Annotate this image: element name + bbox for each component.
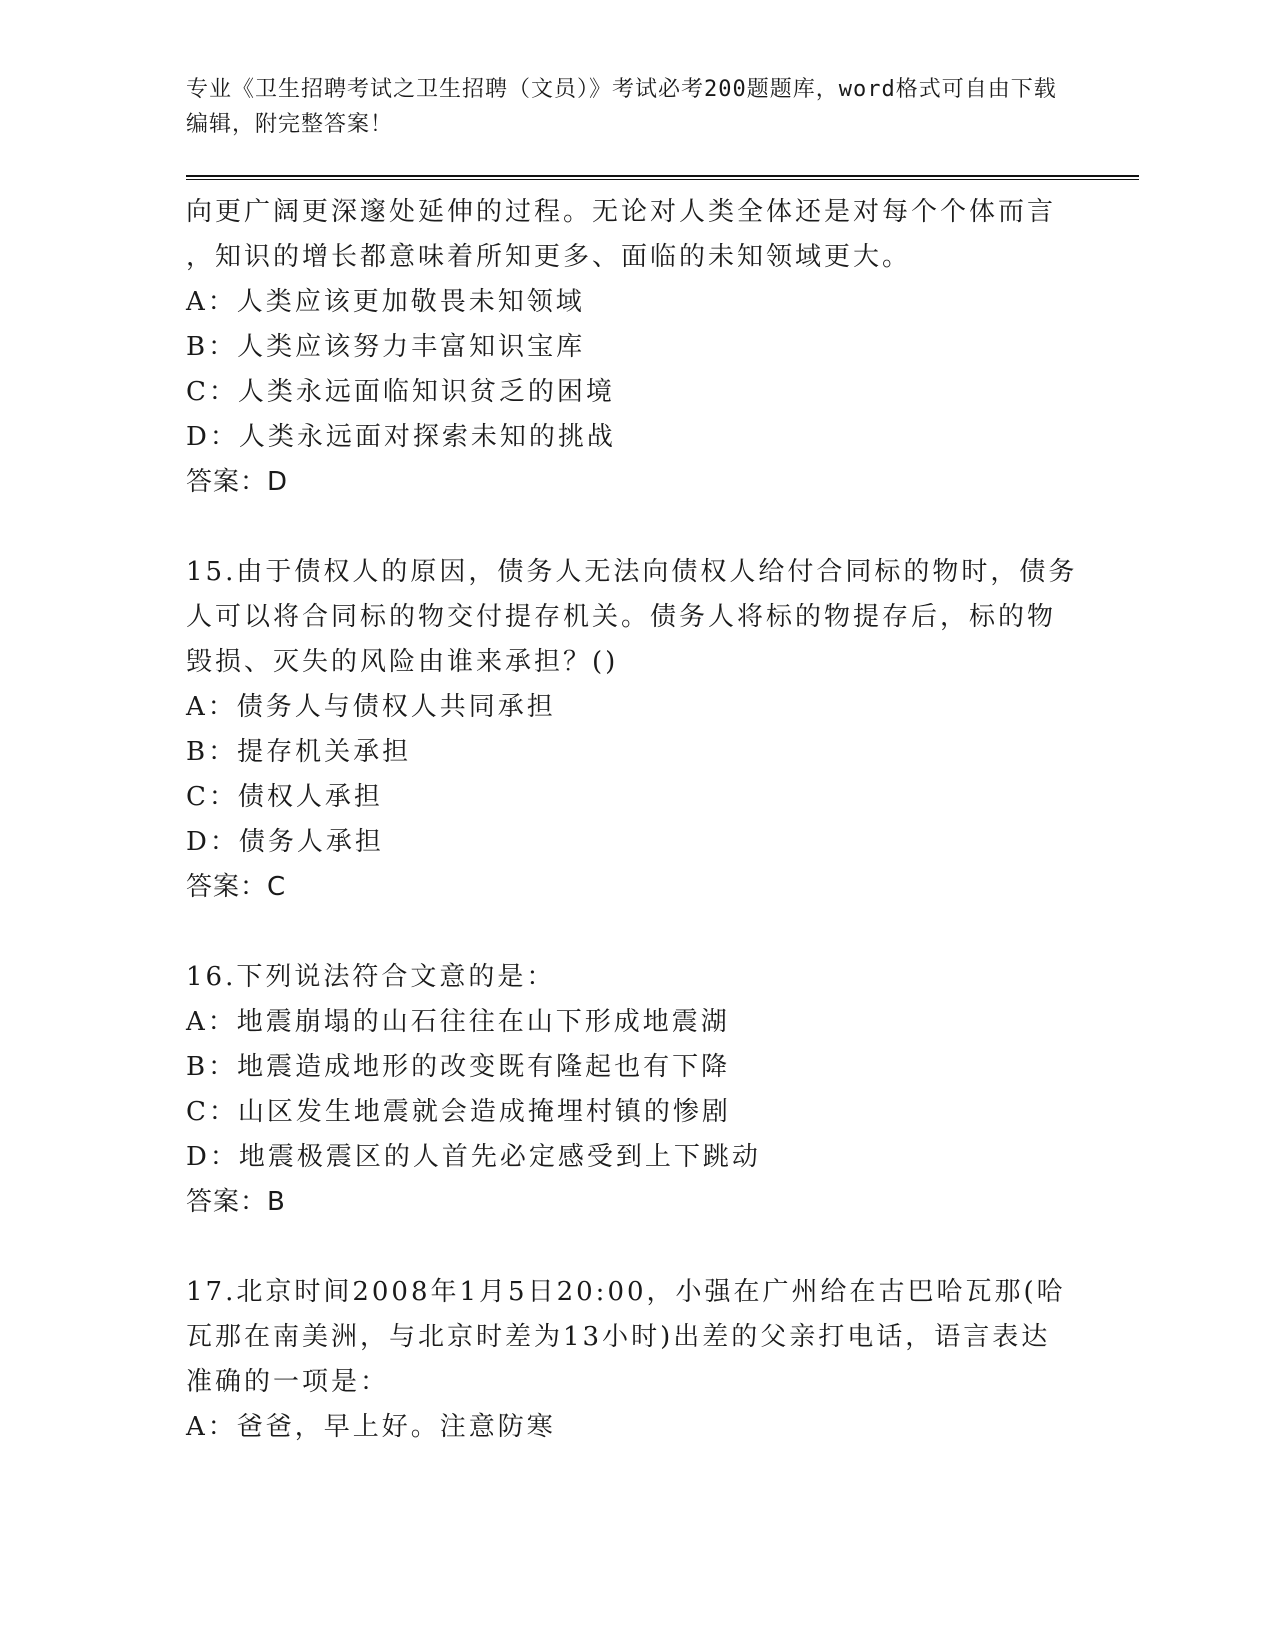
question-spacer <box>186 505 1086 550</box>
option-a: A：爸爸，早上好。注意防寒 <box>186 1412 556 1442</box>
question-block-16 <box>186 955 1086 1225</box>
question-text-line: ，知识的增长都意味着所知更多、面临的未知领域更大。 <box>186 242 912 272</box>
question-text-line: 向更广阔更深邃处延伸的过程。无论对人类全体还是对每个个体而言 <box>186 197 1057 227</box>
option-a: A：人类应该更加敬畏未知领域 <box>186 287 585 317</box>
question-text-line: 人可以将合同标的物交付提存机关。债务人将标的物提存后，标的物 <box>186 602 1057 632</box>
header-divider-thin <box>186 179 1139 180</box>
question-text-line: 17.北京时间2008年1月5日20:00，小强在广州给在古巴哈瓦那(哈 <box>186 1277 1066 1307</box>
question-spacer <box>186 910 1086 955</box>
option-a: A：地震崩塌的山石往往在山下形成地震湖 <box>186 1007 730 1037</box>
question-block-17 <box>186 1270 1086 1450</box>
answer-line: 答案：B <box>186 1187 286 1217</box>
option-b: B：人类应该努力丰富知识宝库 <box>186 332 586 362</box>
option-b: B：提存机关承担 <box>186 737 412 767</box>
option-d: D：地震极震区的人首先必定感受到上下跳动 <box>186 1142 761 1172</box>
question-content <box>186 190 1086 1450</box>
option-a: A：债务人与债权人共同承担 <box>186 692 556 722</box>
question-block-15 <box>186 550 1086 910</box>
answer-line: 答案：C <box>186 872 287 902</box>
header-text: 专业《卫生招聘考试之卫生招聘（文员）》考试必考200题题库，word格式可自由下载编辑，附完整答案！ <box>186 77 1057 137</box>
question-text-line: 准确的一项是： <box>186 1367 390 1397</box>
question-block-14 <box>186 190 1086 505</box>
option-b: B：地震造成地形的改变既有隆起也有下降 <box>186 1052 731 1082</box>
option-d: D：人类永远面对探索未知的挑战 <box>186 422 616 452</box>
header-divider-thick <box>186 175 1139 177</box>
question-text-line: 15.由于债权人的原因，债务人无法向债权人给付合同标的物时，债务 <box>186 557 1078 587</box>
answer-line: 答案：D <box>186 467 289 497</box>
option-d: D：债务人承担 <box>186 827 384 857</box>
document-header <box>186 72 1076 142</box>
question-text-line: 毁损、灭失的风险由谁来承担？() <box>186 647 619 677</box>
question-spacer <box>186 1225 1086 1270</box>
question-text-line: 瓦那在南美洲，与北京时差为13小时)出差的父亲打电话，语言表达 <box>186 1322 1051 1352</box>
option-c: C：人类永远面临知识贫乏的困境 <box>186 377 615 407</box>
question-text-line: 16.下列说法符合文意的是： <box>186 962 556 992</box>
option-c: C：债权人承担 <box>186 782 383 812</box>
option-c: C：山区发生地震就会造成掩埋村镇的惨剧 <box>186 1097 731 1127</box>
